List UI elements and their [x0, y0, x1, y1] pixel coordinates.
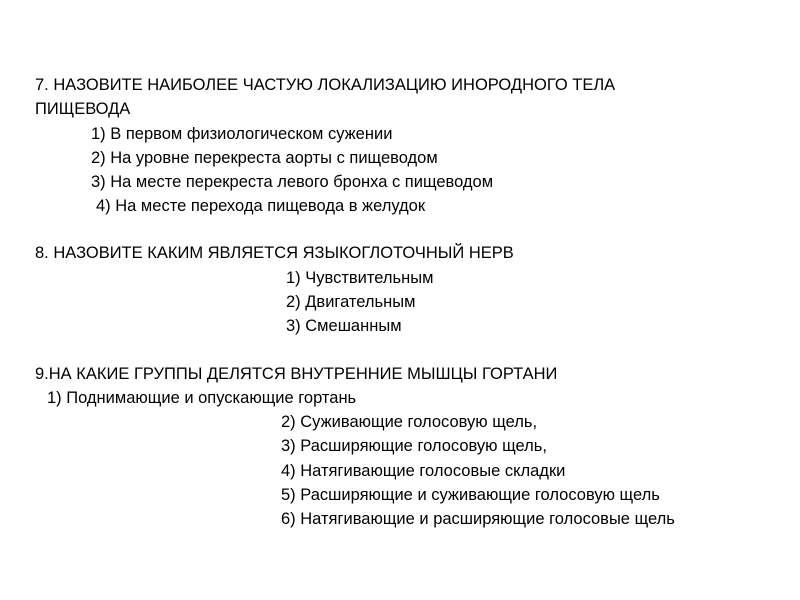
question-7-option-1: 1) В первом физиологическом сужении — [91, 125, 393, 143]
question-8-title: 8. НАЗОВИТЕ КАКИМ ЯВЛЯЕТСЯ ЯЗЫКОГЛОТОЧНЫЙ НЕРВ — [35, 244, 514, 262]
question-9-option-6: 6) Натягивающие и расширяющие голосовые щель — [281, 510, 675, 528]
question-7-option-4: 4) На месте перехода пищевода в желудок — [96, 197, 426, 215]
question-9-option-1: 1) Поднимающие и опускающие гортань — [47, 389, 357, 407]
question-8-option-3: 3) Смешанным — [286, 317, 402, 335]
question-8-option-1: 1) Чувствительным — [286, 269, 434, 287]
question-7-option-3: 3) На месте перекреста левого бронха с пищеводом — [91, 173, 494, 191]
question-9-option-4: 4) Натягивающие голосовые складки — [281, 462, 566, 480]
question-8-option-2: 2) Двигательным — [286, 293, 416, 311]
question-9-title: 9.НА КАКИЕ ГРУППЫ ДЕЛЯТСЯ ВНУТРЕННИЕ МЫШЦЫ ГОРТАНИ — [35, 365, 558, 383]
question-9-option-2: 2) Суживающие голосовую щель, — [281, 413, 538, 431]
question-9-option-3: 3) Расширяющие голосовую щель, — [281, 437, 547, 455]
question-9-option-5: 5) Расширяющие и суживающие голосовую щель — [281, 486, 660, 504]
question-7-title-line-2: ПИЩЕВОДА — [35, 100, 131, 118]
question-7-title-line-1: 7. НАЗОВИТЕ НАИБОЛЕЕ ЧАСТУЮ ЛОКАЛИЗАЦИЮ ИНОРОДНОГО ТЕЛА — [35, 76, 616, 94]
question-7-option-2: 2) На уровне перекреста аорты с пищеводом — [91, 149, 438, 167]
